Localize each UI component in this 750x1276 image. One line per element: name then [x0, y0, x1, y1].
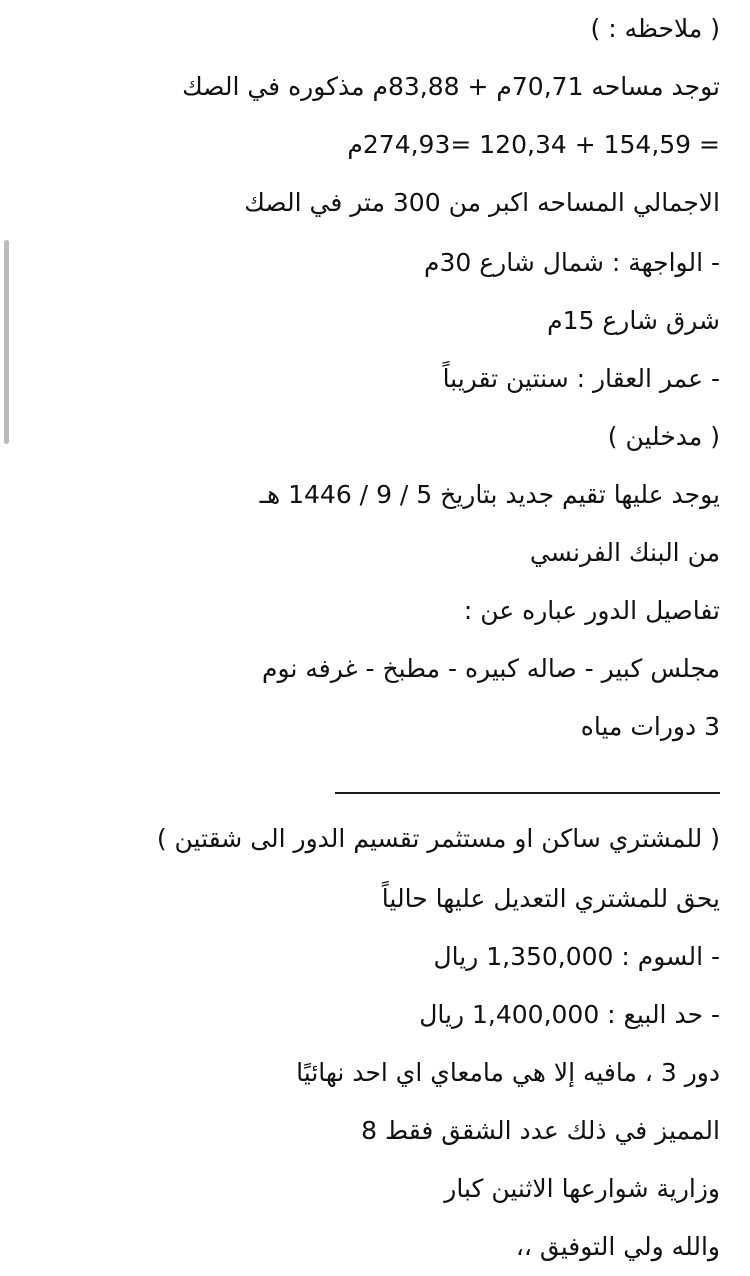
facade-north-line: - الواجهة : شمال شارع 30م	[423, 248, 720, 277]
facade-east-line: شرق شارع 15م	[547, 306, 720, 335]
total-area-line: الاجمالي المساحه اكبر من 300 متر في الصك	[244, 188, 720, 217]
modification-line: يحق للمشتري التعديل عليها حالياً	[381, 884, 720, 913]
asking-price-line: - السوم : 1,350,000 ريال	[433, 942, 720, 971]
bank-line: من البنك الفرنسي	[529, 538, 720, 567]
floor-details-heading: تفاصيل الدور عباره عن :	[463, 596, 720, 625]
scrollbar[interactable]	[4, 240, 9, 444]
area-line: توجد مساحه 70,71م + 83,88م مذكوره في الصك	[182, 72, 720, 101]
valuation-date-line: يوجد عليها تقيم جديد بتاريخ 5 / 9 / 1446 هـ	[259, 480, 720, 509]
entrances-line: ( مدخلين )	[607, 422, 720, 451]
bathrooms-line: 3 دورات مياه	[580, 712, 720, 741]
area-calculation: = 154,59 + 120,34 =274,93م	[347, 130, 720, 159]
closing-line: والله ولي التوفيق ،،	[515, 1232, 720, 1261]
section-divider	[335, 792, 720, 794]
rooms-line: مجلس كبير - صاله كبيره - مطبخ - غرفه نوم	[262, 654, 720, 683]
sale-limit-line: - حد البيع : 1,400,000 ريال	[419, 1000, 720, 1029]
note-heading: ( ملاحظه : )	[590, 14, 720, 43]
streets-line: وزارية شوارعها الاثنين كبار	[444, 1174, 720, 1203]
property-age-line: - عمر العقار : سنتين تقريباً	[442, 364, 720, 393]
floor-note-line: دور 3 ، مافيه إلا هي مامعاي اي احد نهائيًا	[296, 1058, 720, 1087]
buyer-note-line: ( للمشتري ساكن او مستثمر تقسيم الدور الى شقتين )	[156, 824, 720, 853]
apartments-count-line: المميز في ذلك عدد الشقق فقط 8	[361, 1116, 720, 1145]
